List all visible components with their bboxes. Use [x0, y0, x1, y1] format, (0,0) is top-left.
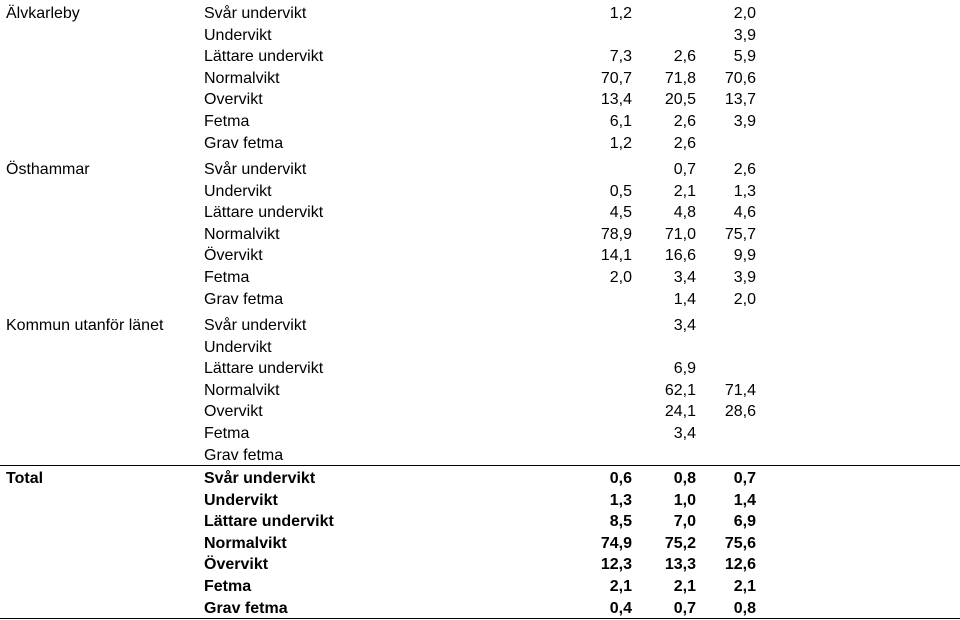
value-cell: 71,8: [664, 69, 696, 87]
value-cell: 2,0: [609, 269, 632, 286]
value-cell: 2,0: [733, 290, 756, 308]
table-row: [0, 267, 960, 289]
table-row: [0, 202, 960, 224]
table-row: [0, 358, 960, 380]
value-cell: 9,9: [733, 247, 756, 265]
value-cell: 20,5: [664, 91, 696, 109]
value-cell: 1,3: [609, 491, 632, 509]
value-cell: 0,6: [609, 470, 632, 487]
value-cell: 4,8: [673, 204, 696, 222]
value-cell: 3,9: [733, 26, 756, 44]
value-cell: 14,1: [600, 247, 632, 265]
value-cell: 2,6: [673, 134, 696, 152]
value-cell: 3,4: [673, 269, 696, 286]
value-cell: 3,9: [733, 269, 756, 286]
table-row: [0, 468, 960, 490]
value-cell: 0,8: [733, 599, 756, 617]
region-name: Östhammar: [6, 161, 90, 178]
value-cell: 13,4: [600, 91, 632, 109]
table-row: [0, 245, 960, 267]
weight-category-label: Normalvikt: [204, 534, 287, 552]
value-cell: 28,6: [724, 403, 756, 421]
value-cell: 78,9: [600, 225, 632, 243]
value-cell: 7,0: [673, 513, 696, 531]
region-group: [0, 3, 960, 154]
value-cell: 0,4: [609, 599, 632, 617]
weight-category-label: Övervikt: [204, 247, 263, 265]
weight-category-label: Svår undervikt: [204, 470, 316, 487]
weight-category-label: Fetma: [204, 425, 250, 442]
value-cell: 6,9: [673, 360, 696, 378]
value-cell: 1,0: [673, 491, 696, 509]
table-row: [0, 401, 960, 423]
weight-category-label: Fetma: [204, 578, 252, 595]
weight-category-label: Undervikt: [204, 26, 272, 44]
value-cell: 71,4: [724, 381, 756, 399]
table-row: [0, 25, 960, 47]
table-row: [0, 133, 960, 155]
value-cell: 13,7: [724, 91, 756, 109]
region-name: Kommun utanför länet: [6, 317, 164, 334]
weight-category-label: Svår undervikt: [204, 5, 307, 22]
value-cell: 75,6: [724, 534, 756, 552]
value-cell: 24,1: [664, 403, 696, 421]
value-cell: 0,5: [609, 182, 632, 200]
weight-category-label: Lättare undervikt: [204, 513, 334, 531]
weight-category-label: Grav fetma: [204, 290, 284, 308]
weight-category-label: Fetma: [204, 269, 250, 286]
value-cell: 2,6: [733, 161, 756, 178]
horizontal-rule: [0, 618, 960, 620]
weight-category-label: Undervikt: [204, 182, 272, 200]
weight-category-label: Svår undervikt: [204, 317, 307, 334]
table-row: [0, 315, 960, 337]
weight-category-label: Övervikt: [204, 556, 269, 574]
weight-category-label: Grav fetma: [204, 446, 284, 464]
horizontal-rule: [0, 465, 960, 467]
value-cell: 13,3: [664, 556, 696, 574]
weight-category-label: Normalvikt: [204, 69, 280, 87]
value-cell: 0,7: [733, 470, 756, 487]
value-cell: 2,6: [673, 113, 696, 130]
table-row: [0, 224, 960, 246]
weight-category-label: Normalvikt: [204, 381, 280, 399]
weight-category-label: Overvikt: [204, 91, 263, 109]
table-row: [0, 159, 960, 181]
region-group: [0, 315, 960, 466]
region-group: [0, 468, 960, 619]
weight-category-label: Overvikt: [204, 403, 263, 421]
value-cell: 2,1: [673, 182, 696, 200]
region-group: [0, 159, 960, 310]
weight-category-label: Svår undervikt: [204, 161, 307, 178]
value-cell: 4,6: [733, 204, 756, 222]
table-row: [0, 554, 960, 576]
table-row: [0, 380, 960, 402]
value-cell: 2,1: [733, 578, 756, 595]
value-cell: 3,4: [673, 317, 696, 334]
value-cell: 2,1: [609, 578, 632, 595]
value-cell: 1,4: [673, 290, 696, 308]
value-cell: 16,6: [664, 247, 696, 265]
value-cell: 6,9: [733, 513, 756, 531]
table-row: [0, 68, 960, 90]
value-cell: 0,8: [673, 470, 696, 487]
value-cell: 71,0: [664, 225, 696, 243]
weight-category-label: Grav fetma: [204, 599, 288, 617]
value-cell: 7,3: [609, 48, 632, 66]
table-row: [0, 490, 960, 512]
value-cell: 62,1: [664, 381, 696, 399]
value-cell: 1,3: [733, 182, 756, 200]
weight-category-label: Lättare undervikt: [204, 204, 324, 222]
value-cell: 1,4: [733, 491, 756, 509]
table-row: [0, 511, 960, 533]
table-row: [0, 111, 960, 133]
value-cell: 75,2: [664, 534, 696, 552]
value-cell: 0,7: [673, 599, 696, 617]
value-cell: 8,5: [609, 513, 632, 531]
value-cell: 3,9: [733, 113, 756, 130]
region-name: Total: [6, 470, 44, 487]
weight-category-label: Undervikt: [204, 491, 278, 509]
table-row: [0, 46, 960, 68]
value-cell: 5,9: [733, 48, 756, 66]
value-cell: 75,7: [724, 225, 756, 243]
weight-category-label: Undervikt: [204, 338, 272, 356]
weight-category-label: Lättare undervikt: [204, 360, 324, 378]
value-cell: 0,7: [673, 161, 696, 178]
weight-category-label: Fetma: [204, 113, 250, 130]
table-row: [0, 89, 960, 111]
table-row: [0, 423, 960, 445]
value-cell: 6,1: [609, 113, 632, 130]
value-cell: 12,3: [600, 556, 632, 574]
value-cell: 2,6: [673, 48, 696, 66]
region-name: Älvkarleby: [6, 5, 80, 22]
value-cell: 4,5: [609, 204, 632, 222]
table-row: [0, 337, 960, 359]
table-row: [0, 598, 960, 620]
table-row: [0, 533, 960, 555]
table-row: [0, 445, 960, 467]
value-cell: 1,2: [609, 134, 632, 152]
table-row: [0, 289, 960, 311]
value-cell: 70,6: [724, 69, 756, 87]
weight-category-label: Normalvikt: [204, 225, 280, 243]
table-row: [0, 3, 960, 25]
value-cell: 2,0: [733, 5, 756, 22]
table-row: [0, 181, 960, 203]
value-cell: 12,6: [724, 556, 756, 574]
value-cell: 1,2: [609, 5, 632, 22]
weight-category-label: Grav fetma: [204, 134, 284, 152]
table-row: [0, 576, 960, 598]
value-cell: 3,4: [673, 425, 696, 442]
weight-category-label: Lättare undervikt: [204, 48, 324, 66]
value-cell: 74,9: [600, 534, 632, 552]
value-cell: 70,7: [600, 69, 632, 87]
value-cell: 2,1: [673, 578, 696, 595]
